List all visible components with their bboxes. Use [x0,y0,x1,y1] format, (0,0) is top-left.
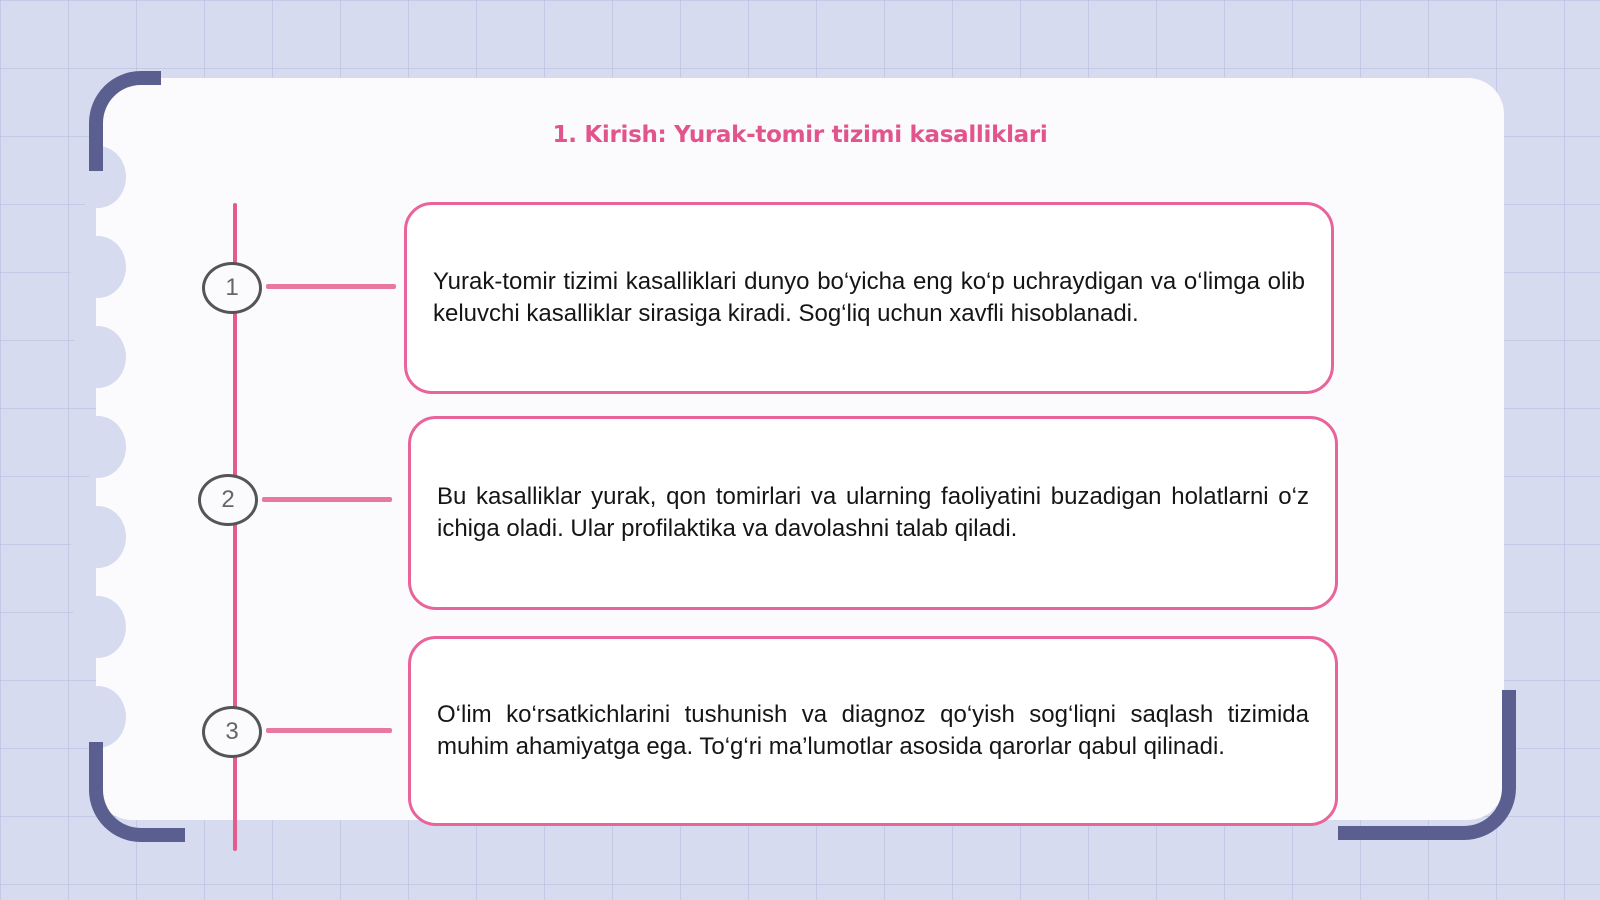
info-box-1 [404,202,1334,394]
info-text-3: O‘lim ko‘rsatkichlarini tushunish va diagnoz qo‘yish sog‘liqni saqlash tizimida muhim ahamiyatga ega. To‘g‘ri ma’lumotlar asosida qarorlar qabul qilinadi. [437,701,1309,760]
info-box-2 [408,416,1338,610]
frame-corner-bottom-right [1338,690,1516,840]
frame-corner-bottom-left [89,742,185,842]
timeline-connector [266,284,396,289]
frame-corner-top-left [89,71,161,171]
timeline-node-1: 1 [202,262,262,314]
notebook-scallop [70,326,126,388]
info-text-1: Yurak-tomir tizimi kasalliklari dunyo bo‘yicha eng ko‘p uchraydigan va o‘limga olib keluvchi kasalliklar sirasiga kiradi. Sog‘liq uchun xavfli hisoblanadi. [433,268,1305,327]
timeline-connector [262,497,392,502]
notebook-scallop [70,686,126,748]
notebook-scallop [70,416,126,478]
timeline-node-2: 2 [198,474,258,526]
notebook-scallop [70,596,126,658]
info-box-3 [408,636,1338,826]
notebook-scallop [70,236,126,298]
notebook-scallop [70,506,126,568]
info-text-2: Bu kasalliklar yurak, qon tomirlari va ularning faoliyatini buzadigan holatlarni o‘z ichiga oladi. Ular profilaktika va davolashni talab qiladi. [437,483,1309,542]
timeline-connector [266,728,392,733]
timeline-node-3: 3 [202,706,262,758]
slide-title: 1. Kirish: Yurak-tomir tizimi kasalliklari [552,122,1048,148]
